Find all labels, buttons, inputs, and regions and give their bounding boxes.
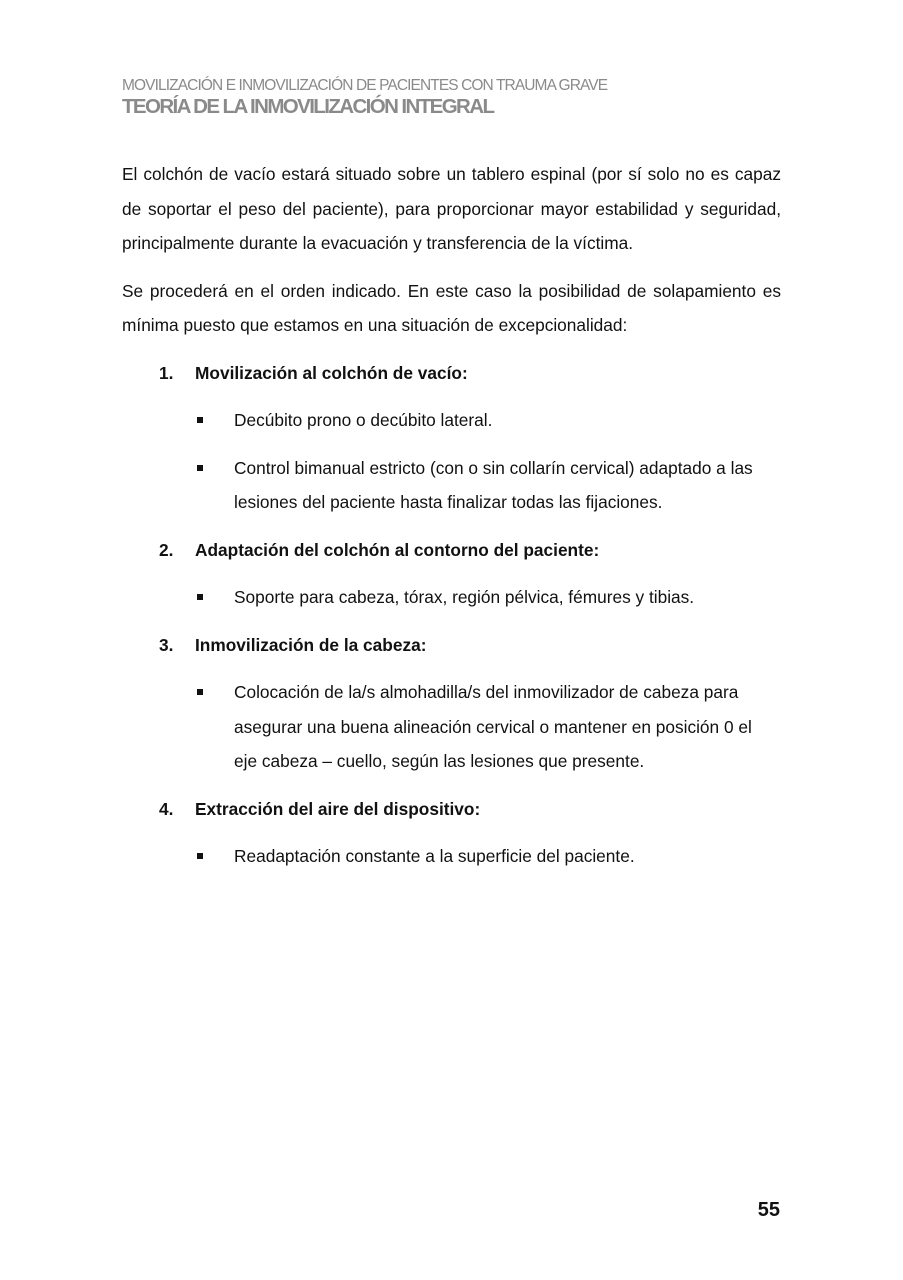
step-number: 2. [159, 539, 174, 560]
step-title: Extracción del aire del dispositivo: [195, 798, 481, 819]
square-bullet-icon [197, 417, 203, 423]
page-body [122, 157, 781, 874]
square-bullet-icon [197, 465, 203, 471]
step-number: 1. [159, 362, 174, 383]
bullet-item [195, 839, 777, 874]
square-bullet-icon [197, 689, 203, 695]
step-bullets [195, 839, 781, 874]
bullet-item [195, 403, 777, 438]
bullet-text: Readaptación constante a la superficie del paciente. [234, 846, 635, 866]
body-paragraph: Se procederá en el orden indicado. En este caso la posibilidad de solapamiento es mínima puesto que estamos en una situación de excepcionalidad: [122, 280, 781, 335]
square-bullet-icon [197, 594, 203, 600]
page-number: 55 [757, 1199, 780, 1221]
body-paragraph: El colchón de vacío estará situado sobre un tablero espinal (por sí solo no es capaz de soportar el peso del paciente), para proporcionar mayor estabilidad y seguridad, principalmente durante la evacuación y transferencia de la víctima. [122, 164, 781, 253]
bullet-item [195, 451, 777, 520]
page-header [122, 77, 782, 119]
square-bullet-icon [197, 853, 203, 859]
step-number: 4. [159, 798, 174, 819]
procedure-step [122, 533, 781, 615]
header-supertitle: MOVILIZACIÓN E INMOVILIZACIÓN DE PACIENTES CON TRAUMA GRAVE [122, 77, 608, 94]
step-title: Inmovilización de la cabeza: [195, 634, 427, 655]
header-title: TEORÍA DE LA INMOVILIZACIÓN INTEGRAL [122, 95, 494, 118]
procedure-step [122, 792, 781, 874]
bullet-item [195, 675, 777, 779]
bullet-text: Soporte para cabeza, tórax, región pélvica, fémures y tibias. [234, 587, 695, 607]
step-title: Adaptación del colchón al contorno del paciente: [195, 539, 600, 560]
procedure-step [122, 628, 781, 779]
step-bullets [195, 580, 781, 615]
procedure-steps [122, 356, 781, 874]
procedure-step [122, 356, 781, 520]
bullet-item [195, 580, 777, 615]
step-bullets [195, 403, 781, 520]
step-title: Movilización al colchón de vacío: [195, 362, 468, 383]
bullet-text: Decúbito prono o decúbito lateral. [234, 410, 493, 430]
step-bullets [195, 675, 781, 779]
step-number: 3. [159, 634, 174, 655]
bullet-text: Control bimanual estricto (con o sin collarín cervical) adaptado a las lesiones del paciente hasta finalizar todas las fijaciones. [234, 457, 753, 512]
bullet-text: Colocación de la/s almohadilla/s del inmovilizador de cabeza para asegurar una buena alineación cervical o mantener en posición 0 el eje cabeza – cuello, según las lesiones que presente. [234, 682, 752, 771]
